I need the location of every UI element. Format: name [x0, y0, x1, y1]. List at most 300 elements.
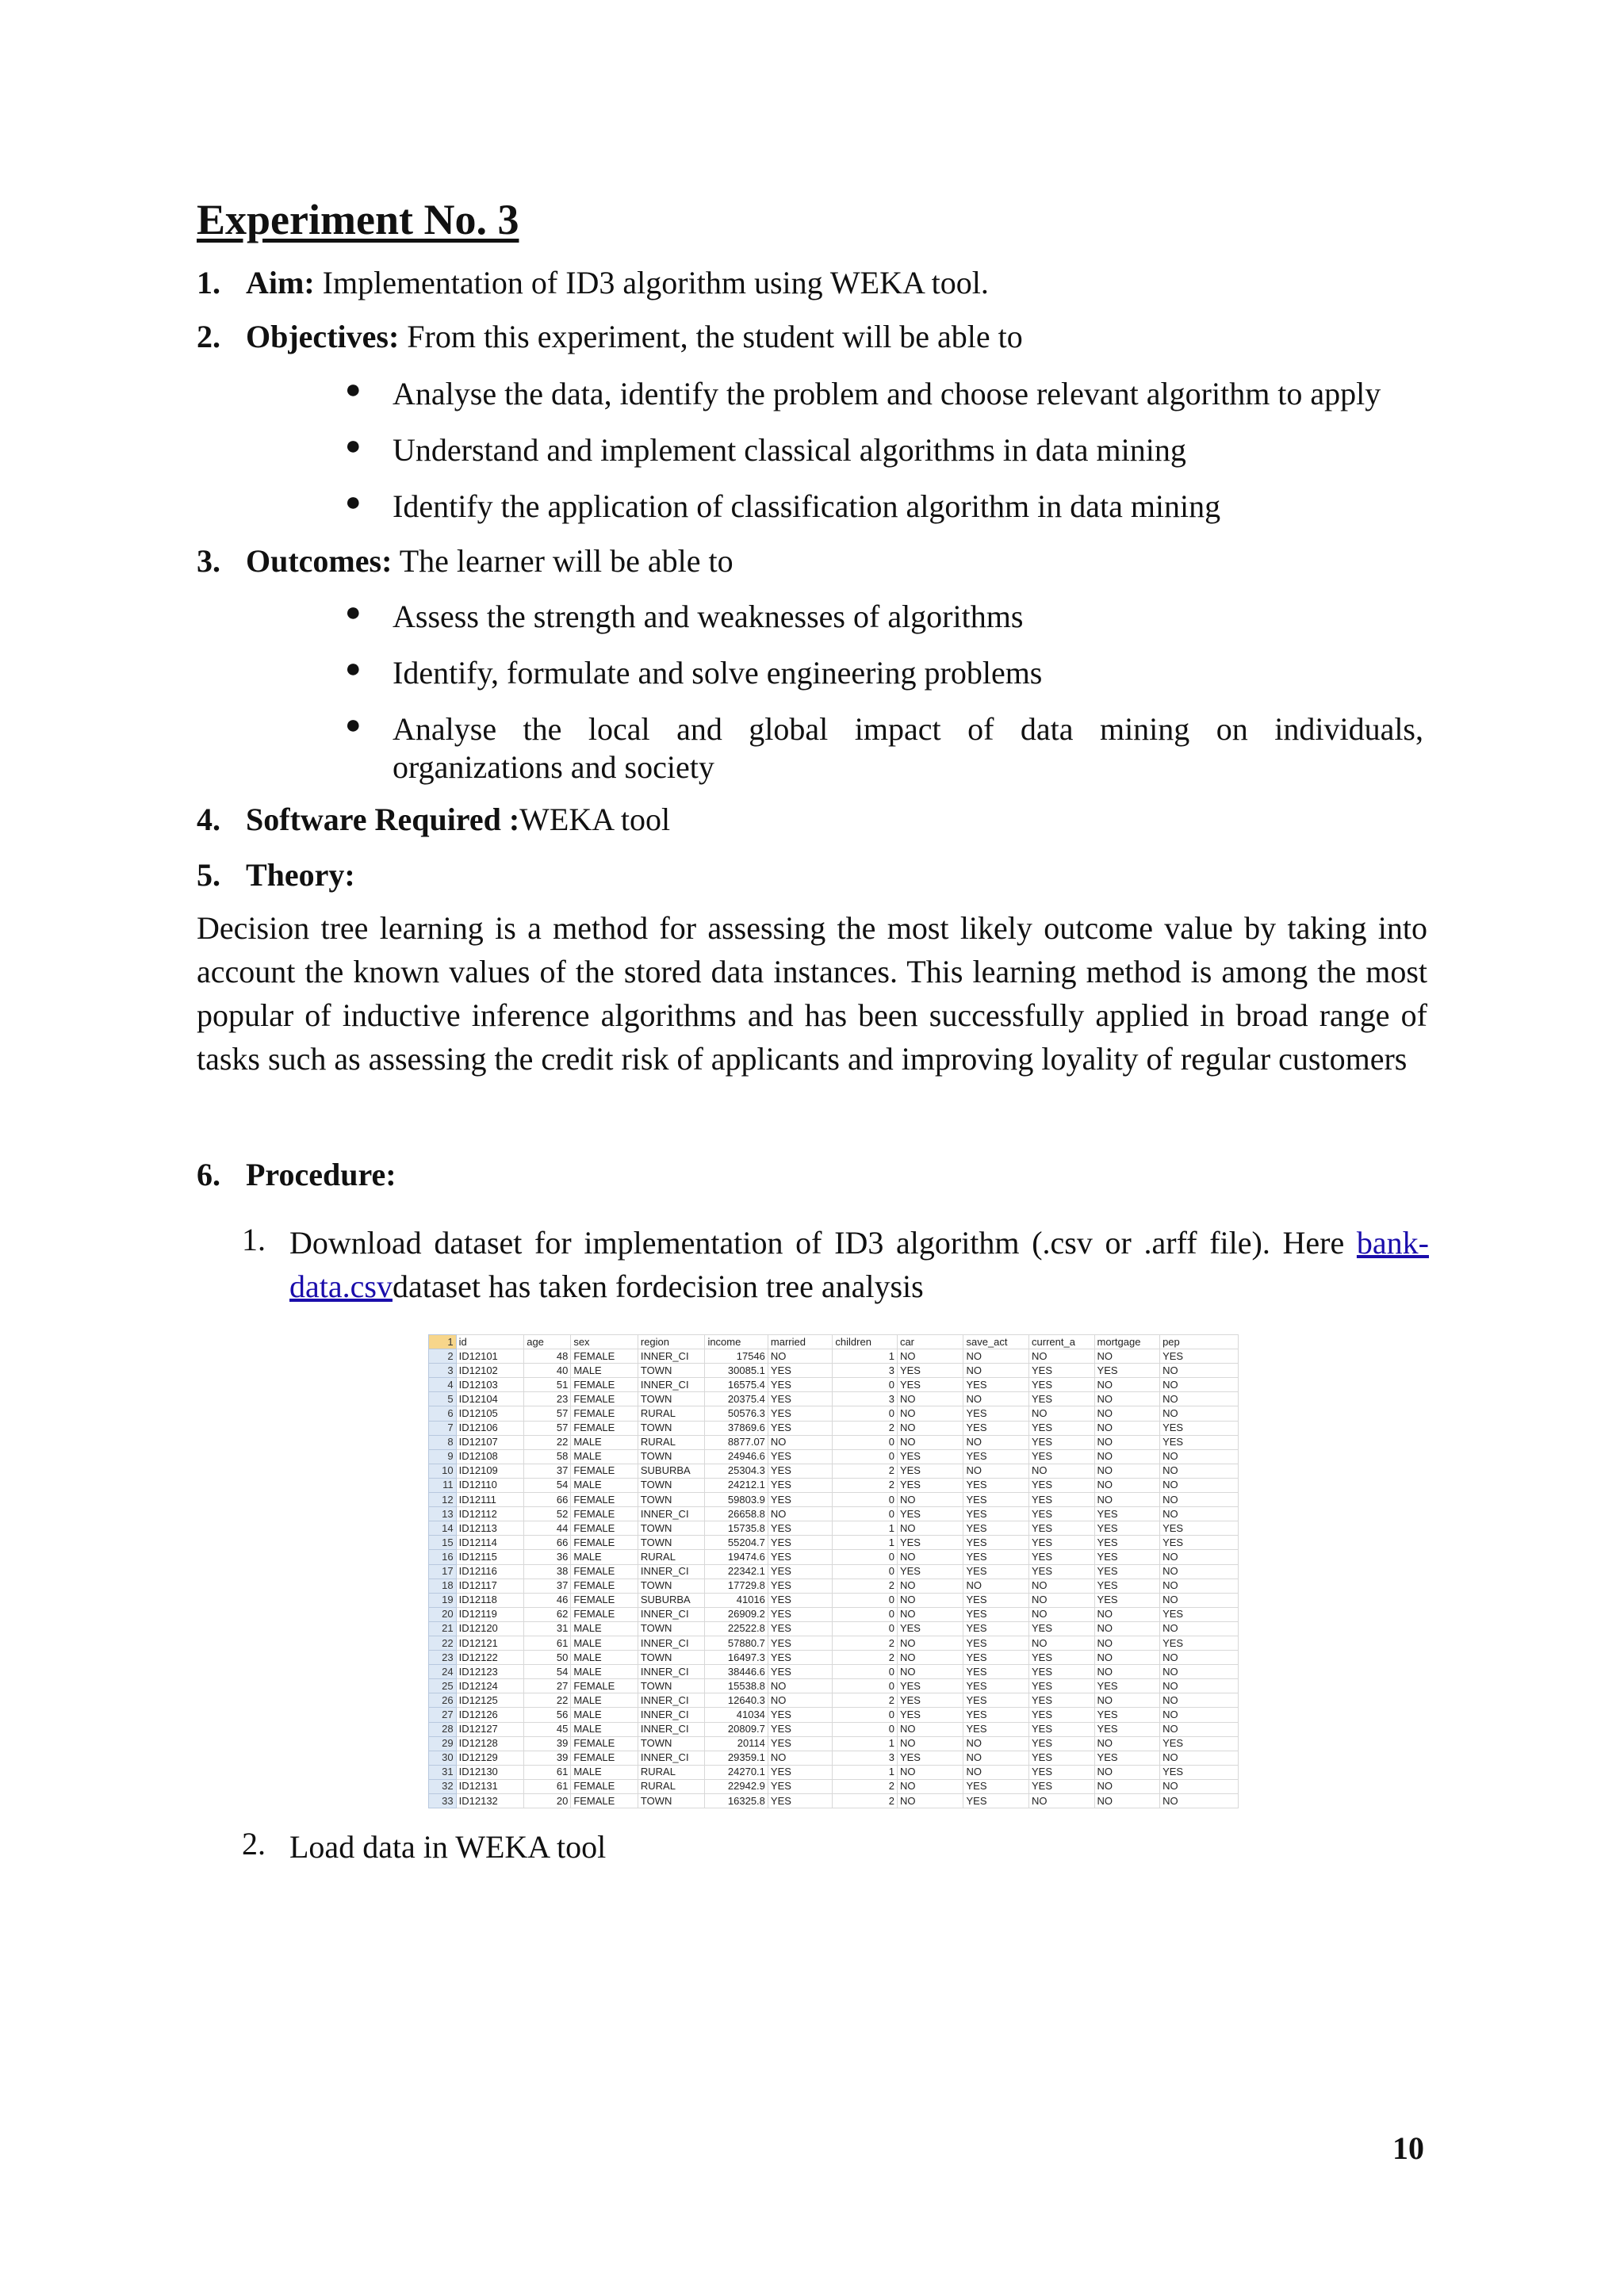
row-number: 32 — [429, 1779, 457, 1793]
table-cell: MALE — [571, 1722, 638, 1736]
table-cell: YES — [1029, 1550, 1095, 1564]
table-cell: YES — [1160, 1421, 1239, 1435]
table-cell: 20114 — [705, 1736, 768, 1751]
table-cell: 16497.3 — [705, 1651, 768, 1665]
table-cell: NO — [1094, 1693, 1160, 1708]
table-cell: 59803.9 — [705, 1493, 768, 1507]
table-cell: NO — [1160, 1364, 1239, 1378]
table-cell: NO — [768, 1693, 833, 1708]
table-cell: ID12125 — [456, 1693, 524, 1708]
table-cell: 24270.1 — [705, 1765, 768, 1779]
table-cell: ID12101 — [456, 1349, 524, 1364]
table-row — [429, 1364, 1239, 1378]
table-cell: NO — [897, 1493, 963, 1507]
step-number: 2. — [242, 1826, 266, 1862]
table-cell: YES — [768, 1779, 833, 1793]
table-cell: 54 — [524, 1665, 571, 1679]
table-cell: NO — [897, 1607, 963, 1621]
bullet-icon: ● — [345, 488, 362, 517]
table-cell: YES — [963, 1493, 1029, 1507]
table-cell: YES — [963, 1722, 1029, 1736]
table-cell: 20809.7 — [705, 1722, 768, 1736]
table-cell: YES — [1029, 1751, 1095, 1765]
bullet-icon: ● — [345, 598, 362, 627]
table-cell: 2 — [833, 1421, 898, 1435]
step-text: Load data in WEKA tool — [289, 1829, 607, 1865]
table-cell: NO — [1094, 1449, 1160, 1464]
table-cell: INNER_CI — [638, 1507, 705, 1521]
table-cell: NO — [1160, 1406, 1239, 1421]
table-cell: FEMALE — [571, 1464, 638, 1478]
table-cell: NO — [1160, 1578, 1239, 1593]
row-number: 12 — [429, 1493, 457, 1507]
table-cell: YES — [963, 1636, 1029, 1650]
row-number: 17 — [429, 1564, 457, 1578]
table-row — [429, 1794, 1239, 1808]
section-procedure — [197, 1156, 396, 1193]
row-number-header: 1 — [429, 1335, 457, 1349]
table-cell: INNER_CI — [638, 1564, 705, 1578]
row-number: 4 — [429, 1378, 457, 1392]
table-cell: YES — [768, 1392, 833, 1406]
table-cell: 17729.8 — [705, 1578, 768, 1593]
bullet-text: Identify the application of classification algorithm in data mining — [393, 488, 1221, 524]
step-text-tail: dataset has taken fordecision tree analysis — [392, 1269, 924, 1304]
table-cell: ID12113 — [456, 1521, 524, 1536]
table-cell: TOWN — [638, 1478, 705, 1492]
table-cell: MALE — [571, 1708, 638, 1722]
row-number: 18 — [429, 1578, 457, 1593]
table-cell: YES — [1160, 1349, 1239, 1364]
table-cell: 2 — [833, 1578, 898, 1593]
table-row — [429, 1722, 1239, 1736]
section-number: 4. — [197, 802, 220, 837]
table-cell: NO — [897, 1722, 963, 1736]
table-cell: TOWN — [638, 1536, 705, 1550]
table-cell: NO — [897, 1665, 963, 1679]
table-cell: NO — [897, 1406, 963, 1421]
table-cell: 46 — [524, 1593, 571, 1607]
column-header: children — [833, 1335, 898, 1349]
table-cell: 62 — [524, 1607, 571, 1621]
table-cell: YES — [963, 1693, 1029, 1708]
table-cell: 15538.8 — [705, 1679, 768, 1693]
table-cell: YES — [768, 1536, 833, 1550]
table-cell: INNER_CI — [638, 1607, 705, 1621]
table-cell: YES — [1094, 1507, 1160, 1521]
table-cell: 2 — [833, 1636, 898, 1650]
section-label: Software Required : — [246, 802, 520, 837]
table-cell: TOWN — [638, 1621, 705, 1636]
table-cell: FEMALE — [571, 1536, 638, 1550]
table-cell: 45 — [524, 1722, 571, 1736]
table-cell: 0 — [833, 1708, 898, 1722]
table-cell: ID12124 — [456, 1679, 524, 1693]
bank-data-link[interactable]: bank-data.csv — [289, 1225, 1429, 1304]
table-cell: 66 — [524, 1536, 571, 1550]
table-cell: 0 — [833, 1665, 898, 1679]
table-cell: 57 — [524, 1406, 571, 1421]
table-cell: 41016 — [705, 1593, 768, 1607]
table-cell: NO — [897, 1636, 963, 1650]
table-cell: 38 — [524, 1564, 571, 1578]
table-cell: YES — [963, 1536, 1029, 1550]
table-cell: NO — [1094, 1435, 1160, 1449]
table-cell: NO — [1160, 1507, 1239, 1521]
bullet-icon: ● — [345, 710, 362, 740]
table-cell: 1 — [833, 1736, 898, 1751]
table-cell: 0 — [833, 1507, 898, 1521]
table-cell: YES — [1160, 1521, 1239, 1536]
table-cell: 16575.4 — [705, 1378, 768, 1392]
table-cell: NO — [1160, 1493, 1239, 1507]
table-cell: YES — [963, 1779, 1029, 1793]
table-cell: NO — [1160, 1478, 1239, 1492]
table-cell: YES — [897, 1708, 963, 1722]
table-cell: YES — [963, 1507, 1029, 1521]
table-cell: YES — [1029, 1421, 1095, 1435]
table-cell: 25304.3 — [705, 1464, 768, 1478]
table-cell: ID12106 — [456, 1421, 524, 1435]
table-cell: 37 — [524, 1464, 571, 1478]
table-cell: NO — [963, 1751, 1029, 1765]
table-cell: NO — [1094, 1636, 1160, 1650]
table-cell: NO — [897, 1392, 963, 1406]
table-cell: YES — [963, 1550, 1029, 1564]
table-cell: YES — [1094, 1679, 1160, 1693]
table-row — [429, 1665, 1239, 1679]
table-cell: NO — [1160, 1693, 1239, 1708]
table-cell: YES — [963, 1478, 1029, 1492]
table-row — [429, 1578, 1239, 1593]
table-cell: TOWN — [638, 1392, 705, 1406]
table-cell: ID12110 — [456, 1478, 524, 1492]
table-cell: YES — [1094, 1550, 1160, 1564]
table-cell: RURAL — [638, 1550, 705, 1564]
table-cell: MALE — [571, 1364, 638, 1378]
table-cell: 55204.7 — [705, 1536, 768, 1550]
table-cell: NO — [1094, 1406, 1160, 1421]
table-cell: 20 — [524, 1794, 571, 1808]
table-cell: YES — [1029, 1779, 1095, 1793]
table-cell: TOWN — [638, 1651, 705, 1665]
table-cell: NO — [1094, 1478, 1160, 1492]
table-cell: 39 — [524, 1736, 571, 1751]
table-cell: ID12132 — [456, 1794, 524, 1808]
section-objectives — [197, 318, 1023, 355]
table-cell: INNER_CI — [638, 1722, 705, 1736]
section-number: 6. — [197, 1157, 220, 1192]
table-row — [429, 1607, 1239, 1621]
table-cell: YES — [768, 1665, 833, 1679]
step-text — [289, 1221, 1429, 1308]
table-cell: TOWN — [638, 1449, 705, 1464]
table-cell: MALE — [571, 1621, 638, 1636]
table-cell: FEMALE — [571, 1751, 638, 1765]
table-cell: TOWN — [638, 1736, 705, 1751]
table-row — [429, 1406, 1239, 1421]
section-theory — [197, 856, 355, 894]
table-cell: 44 — [524, 1521, 571, 1536]
table-cell: 1 — [833, 1765, 898, 1779]
table-cell: NO — [1160, 1550, 1239, 1564]
column-header: car — [897, 1335, 963, 1349]
row-number: 14 — [429, 1521, 457, 1536]
table-cell: 0 — [833, 1607, 898, 1621]
table-cell: INNER_CI — [638, 1636, 705, 1650]
table-cell: TOWN — [638, 1679, 705, 1693]
table-cell: NO — [1094, 1736, 1160, 1751]
table-cell: YES — [768, 1593, 833, 1607]
table-cell: FEMALE — [571, 1564, 638, 1578]
section-number: 2. — [197, 319, 220, 354]
table-cell: YES — [1094, 1722, 1160, 1736]
table-cell: 41034 — [705, 1708, 768, 1722]
table-cell: 12640.3 — [705, 1693, 768, 1708]
row-number: 20 — [429, 1607, 457, 1621]
table-cell: 2 — [833, 1693, 898, 1708]
table-cell: NO — [1160, 1665, 1239, 1679]
table-cell: YES — [1094, 1521, 1160, 1536]
table-cell: 16325.8 — [705, 1794, 768, 1808]
table-cell: 26658.8 — [705, 1507, 768, 1521]
table-row — [429, 1392, 1239, 1406]
column-header: region — [638, 1335, 705, 1349]
column-header: id — [456, 1335, 524, 1349]
table-cell: YES — [963, 1406, 1029, 1421]
table-cell: YES — [1029, 1449, 1095, 1464]
bullet-text: Assess the strength and weaknesses of algorithms — [393, 599, 1024, 634]
column-header: married — [768, 1335, 833, 1349]
table-cell: TOWN — [638, 1521, 705, 1536]
spreadsheet-table — [428, 1334, 1239, 1808]
table-cell: NO — [897, 1736, 963, 1751]
table-cell: 61 — [524, 1779, 571, 1793]
table-cell: YES — [768, 1651, 833, 1665]
table-cell: YES — [1094, 1536, 1160, 1550]
table-cell: NO — [1094, 1378, 1160, 1392]
table-row — [429, 1550, 1239, 1564]
table-cell: 17546 — [705, 1349, 768, 1364]
table-cell: NO — [897, 1521, 963, 1536]
table-cell: MALE — [571, 1449, 638, 1464]
table-cell: 27 — [524, 1679, 571, 1693]
table-cell: 2 — [833, 1779, 898, 1793]
table-cell: YES — [963, 1794, 1029, 1808]
table-cell: 57880.7 — [705, 1636, 768, 1650]
table-cell: TOWN — [638, 1493, 705, 1507]
table-cell: FEMALE — [571, 1406, 638, 1421]
table-cell: NO — [897, 1421, 963, 1435]
row-number: 33 — [429, 1794, 457, 1808]
table-cell: 22522.8 — [705, 1621, 768, 1636]
table-cell: NO — [897, 1765, 963, 1779]
table-cell: INNER_CI — [638, 1751, 705, 1765]
table-cell: MALE — [571, 1435, 638, 1449]
table-cell: NO — [1160, 1392, 1239, 1406]
table-cell: YES — [1029, 1665, 1095, 1679]
table-cell: FEMALE — [571, 1349, 638, 1364]
table-cell: ID12109 — [456, 1464, 524, 1478]
table-cell: YES — [897, 1478, 963, 1492]
table-cell: YES — [768, 1464, 833, 1478]
bullet-icon: ● — [345, 375, 362, 404]
table-cell: RURAL — [638, 1765, 705, 1779]
table-cell: 36 — [524, 1550, 571, 1564]
table-cell: ID12131 — [456, 1779, 524, 1793]
row-number: 24 — [429, 1665, 457, 1679]
table-cell: NO — [897, 1578, 963, 1593]
table-cell: FEMALE — [571, 1493, 638, 1507]
table-cell: FEMALE — [571, 1679, 638, 1693]
table-cell: YES — [1029, 1679, 1095, 1693]
table-cell: ID12115 — [456, 1550, 524, 1564]
table-cell: INNER_CI — [638, 1349, 705, 1364]
row-number: 27 — [429, 1708, 457, 1722]
table-cell: YES — [768, 1564, 833, 1578]
table-cell: YES — [1029, 1765, 1095, 1779]
table-cell: NO — [1094, 1392, 1160, 1406]
table-cell: YES — [768, 1550, 833, 1564]
section-label: Procedure: — [246, 1157, 396, 1192]
table-cell: NO — [1029, 1636, 1095, 1650]
table-cell: 2 — [833, 1651, 898, 1665]
table-cell: NO — [963, 1464, 1029, 1478]
section-text: Implementation of ID3 algorithm using WEKA tool. — [322, 265, 989, 300]
table-cell: NO — [1160, 1464, 1239, 1478]
table-cell: 30085.1 — [705, 1364, 768, 1378]
row-number: 23 — [429, 1651, 457, 1665]
table-row — [429, 1593, 1239, 1607]
table-cell: ID12112 — [456, 1507, 524, 1521]
section-label: Aim: — [246, 265, 315, 300]
table-cell: 0 — [833, 1493, 898, 1507]
table-row — [429, 1564, 1239, 1578]
table-cell: YES — [1094, 1578, 1160, 1593]
table-cell: ID12105 — [456, 1406, 524, 1421]
table-row — [429, 1449, 1239, 1464]
table-cell: ID12103 — [456, 1378, 524, 1392]
table-cell: YES — [768, 1736, 833, 1751]
table-cell: YES — [1029, 1564, 1095, 1578]
table-cell: 61 — [524, 1636, 571, 1650]
page-title: Experiment No. 3 — [197, 196, 519, 243]
table-cell: 31 — [524, 1621, 571, 1636]
section-number: 1. — [197, 265, 220, 300]
table-cell: YES — [963, 1651, 1029, 1665]
table-cell: FEMALE — [571, 1593, 638, 1607]
table-cell: YES — [1160, 1736, 1239, 1751]
table-cell: MALE — [571, 1651, 638, 1665]
table-cell: NO — [897, 1550, 963, 1564]
table-cell: ID12130 — [456, 1765, 524, 1779]
table-cell: 22942.9 — [705, 1779, 768, 1793]
table-cell: NO — [1094, 1421, 1160, 1435]
bullet-icon: ● — [345, 431, 362, 461]
table-cell: INNER_CI — [638, 1665, 705, 1679]
section-outcomes — [197, 542, 733, 580]
table-cell: YES — [963, 1665, 1029, 1679]
row-number: 29 — [429, 1736, 457, 1751]
table-row — [429, 1636, 1239, 1650]
table-cell: ID12111 — [456, 1493, 524, 1507]
table-cell: YES — [768, 1636, 833, 1650]
table-cell: NO — [1160, 1449, 1239, 1464]
table-cell: YES — [963, 1621, 1029, 1636]
table-cell: ID12120 — [456, 1621, 524, 1636]
table-cell: YES — [963, 1449, 1029, 1464]
table-cell: MALE — [571, 1665, 638, 1679]
table-cell: 0 — [833, 1621, 898, 1636]
section-software — [197, 801, 670, 838]
table-cell: NO — [963, 1578, 1029, 1593]
table-cell: NO — [768, 1751, 833, 1765]
table-cell: ID12129 — [456, 1751, 524, 1765]
row-number: 10 — [429, 1464, 457, 1478]
table-cell: FEMALE — [571, 1578, 638, 1593]
table-cell: NO — [1094, 1794, 1160, 1808]
table-cell: RURAL — [638, 1406, 705, 1421]
row-number: 21 — [429, 1621, 457, 1636]
table-cell: YES — [897, 1536, 963, 1550]
row-number: 6 — [429, 1406, 457, 1421]
table-row — [429, 1693, 1239, 1708]
column-header: pep — [1160, 1335, 1239, 1349]
page-number: 10 — [1392, 2130, 1424, 2166]
table-cell: NO — [1160, 1708, 1239, 1722]
section-number: 3. — [197, 543, 220, 579]
table-cell: 0 — [833, 1722, 898, 1736]
table-cell: 29359.1 — [705, 1751, 768, 1765]
table-cell: NO — [1160, 1722, 1239, 1736]
table-cell: 22 — [524, 1435, 571, 1449]
table-cell: YES — [1029, 1693, 1095, 1708]
table-cell: 61 — [524, 1765, 571, 1779]
table-cell: 15735.8 — [705, 1521, 768, 1536]
table-cell: 0 — [833, 1449, 898, 1464]
table-cell: TOWN — [638, 1794, 705, 1808]
table-cell: ID12122 — [456, 1651, 524, 1665]
row-number: 3 — [429, 1364, 457, 1378]
table-row — [429, 1736, 1239, 1751]
table-cell: 37 — [524, 1578, 571, 1593]
section-text: WEKA tool — [519, 802, 671, 837]
table-cell: 0 — [833, 1406, 898, 1421]
table-cell: YES — [1029, 1507, 1095, 1521]
column-header: income — [705, 1335, 768, 1349]
table-cell: 58 — [524, 1449, 571, 1464]
table-cell: FEMALE — [571, 1378, 638, 1392]
table-cell: YES — [963, 1593, 1029, 1607]
table-cell: YES — [1029, 1621, 1095, 1636]
table-cell: INNER_CI — [638, 1708, 705, 1722]
table-cell: YES — [1029, 1478, 1095, 1492]
table-cell: NO — [1094, 1464, 1160, 1478]
table-cell: 2 — [833, 1794, 898, 1808]
table-cell: FEMALE — [571, 1392, 638, 1406]
table-cell: 20375.4 — [705, 1392, 768, 1406]
table-cell: NO — [1094, 1607, 1160, 1621]
table-cell: MALE — [571, 1478, 638, 1492]
table-row — [429, 1779, 1239, 1793]
table-cell: YES — [768, 1449, 833, 1464]
row-number: 16 — [429, 1550, 457, 1564]
table-cell: 3 — [833, 1392, 898, 1406]
table-cell: NO — [768, 1349, 833, 1364]
table-cell: YES — [963, 1708, 1029, 1722]
row-number: 19 — [429, 1593, 457, 1607]
table-cell: YES — [963, 1378, 1029, 1392]
